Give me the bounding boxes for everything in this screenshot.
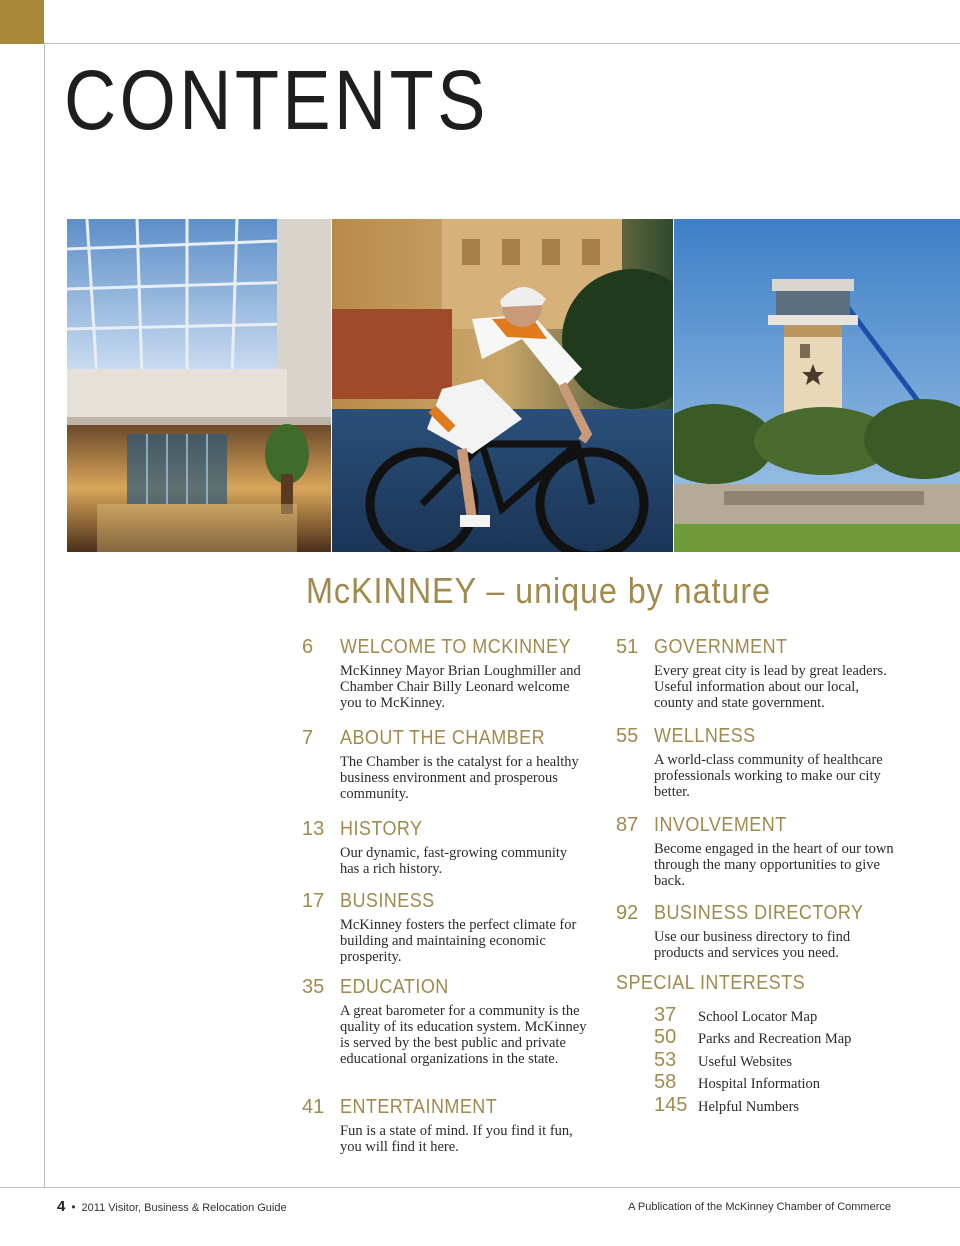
special-page-number: 50 [654,1026,677,1049]
toc-heading: GOVERNMENT [654,636,788,658]
toc-description: Fun is a state of mind. If you find it fun, you will find it here. [340,1123,573,1155]
special-page-number: 37 [654,1004,677,1026]
toc-heading: WELLNESS [654,725,756,747]
toc-description: Become engaged in the heart of our town through the many opportunities to give back. [654,841,894,889]
toc-description: Our dynamic, fast-growing community has a rich history. [340,845,568,877]
special-page-number: 145 [654,1093,688,1116]
footer-page-number: 4 [57,1198,66,1215]
toc-description: The Chamber is the catalyst for a healthy business environment and prosperous community. [340,754,579,802]
tagline: McKINNEY – unique by nature [306,570,771,611]
footer-publication: 2011 Visitor, Business & Relocation Guide [81,1202,287,1214]
toc-description: Use our business directory to find products and services you need. [654,929,851,961]
toc-page-number: 51 [616,636,639,658]
toc-description: A great barometer for a community is the quality of its education system. McKinney is served by the best public and private educational organizations in the state. [340,1003,587,1067]
special-interests-title: SPECIAL INTERESTS [616,972,806,994]
special-page-number: 53 [654,1048,677,1071]
toc-heading: BUSINESS [340,890,435,912]
special-label: School Locator Map [698,1009,818,1025]
toc-page-number: 55 [616,725,639,747]
footer-divider [0,1187,960,1188]
special-label: Helpful Numbers [698,1098,800,1115]
toc-description: McKinney fosters the perfect climate for building and maintaining economic prosperity. [340,917,577,965]
special-label: Useful Websites [698,1053,793,1070]
toc-description: Every great city is lead by great leaders. Useful information about our local, county and state government. [654,663,887,711]
special-label: Parks and Recreation Map [698,1031,852,1048]
cyclist-photo [332,219,673,552]
special-page-number: 58 [654,1071,677,1094]
toc-heading: INVOLVEMENT [654,814,787,836]
toc-heading: HISTORY [340,818,423,840]
toc-heading: EDUCATION [340,976,449,998]
special-interest-item[interactable] [654,1094,914,1116]
special-interest-item[interactable] [654,1049,914,1071]
toc-page-number: 7 [302,727,314,749]
footer-publisher: A Publication of the McKinney Chamber of Commerce [628,1201,891,1213]
toc-description: A world-class community of healthcare professionals working to make our city better. [654,752,883,800]
toc-page-number: 17 [302,890,325,912]
toc-page-number: 87 [616,814,639,836]
toc-heading: BUSINESS DIRECTORY [654,902,864,924]
toc-page-number: 13 [302,818,325,840]
toc-heading: ABOUT THE CHAMBER [340,727,546,749]
airport-tower-photo [674,219,960,552]
footer-bullet: • [71,1200,76,1214]
toc-page-number: 92 [616,902,639,924]
toc-page-number: 35 [302,976,325,998]
toc-page-number: 6 [302,636,314,658]
special-interest-item[interactable] [654,1026,914,1048]
toc-heading: ENTERTAINMENT [340,1096,498,1118]
toc-page-number: 41 [302,1096,325,1118]
page-title: CONTENTS [64,53,489,147]
special-interests-list [654,1004,914,1116]
gold-corner-tab [0,0,44,44]
special-label: Hospital Information [698,1076,821,1093]
atrium-photo [67,219,331,552]
left-margin-rule [44,44,45,1188]
special-interest-item[interactable] [654,1004,914,1026]
special-interest-item[interactable] [654,1071,914,1093]
toc-heading: WELCOME TO MCKINNEY [340,636,571,658]
footer-left [57,1198,287,1215]
toc-description: McKinney Mayor Brian Loughmiller and Chamber Chair Billy Leonard welcome you to McKinney. [340,663,581,711]
top-divider [44,43,960,44]
